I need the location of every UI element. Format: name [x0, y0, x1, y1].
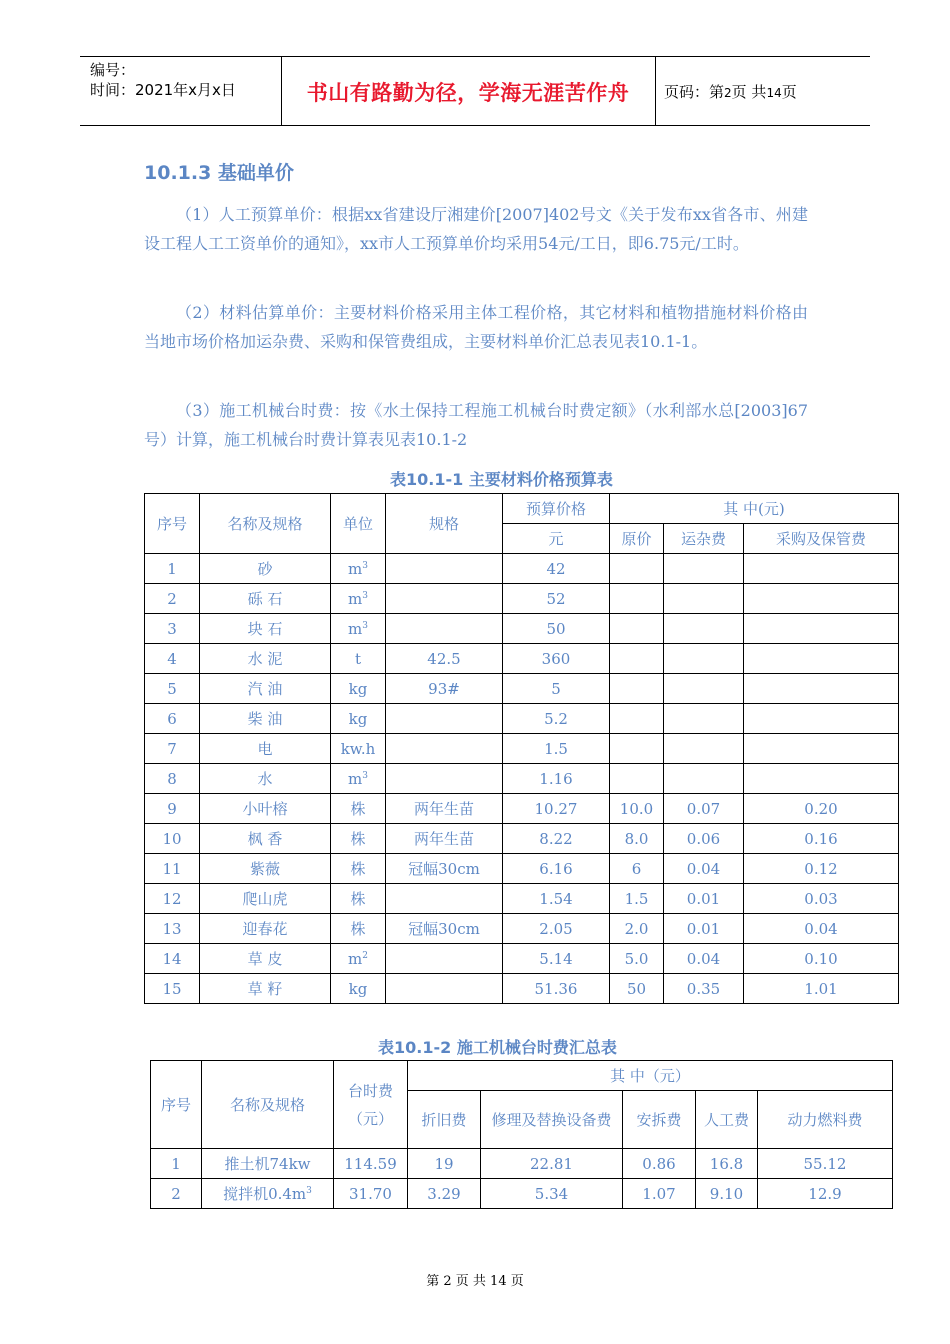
cell-unit: kg [331, 704, 386, 734]
cell-budget-price: 51.36 [503, 974, 610, 1004]
cell-freight: 0.04 [664, 854, 744, 884]
cell-unit: 株 [331, 824, 386, 854]
header-name: 名称及规格 [200, 494, 331, 554]
cell-name: 爬山虎 [200, 884, 331, 914]
header-meta [90, 60, 236, 100]
cell-budget-price: 10.27 [503, 794, 610, 824]
cell-freight [664, 674, 744, 704]
cell-fuel: 12.9 [758, 1179, 893, 1209]
cell-spec: 两年生苗 [386, 824, 503, 854]
cell-unit-superscript: 3 [362, 590, 368, 601]
cell-unit: kg [331, 974, 386, 1004]
cell-original-price [610, 584, 664, 614]
cell-original-price: 5.0 [610, 944, 664, 974]
cell-no: 10 [145, 824, 200, 854]
cell-freight [664, 584, 744, 614]
cell-spec [386, 554, 503, 584]
material-price-table [144, 493, 899, 1004]
cell-spec: 冠幅30cm [386, 854, 503, 884]
cell-spec: 93# [386, 674, 503, 704]
cell-unit: 株 [331, 794, 386, 824]
cell-freight [664, 704, 744, 734]
cell-unit: kg [331, 674, 386, 704]
cell-spec [386, 704, 503, 734]
cell-no: 6 [145, 704, 200, 734]
header-purchase-storage: 采购及保管费 [744, 524, 899, 554]
cell-budget-price: 1.16 [503, 764, 610, 794]
header-no: 序号 [151, 1061, 202, 1149]
cell-name: 草 皮 [200, 944, 331, 974]
cell-original-price [610, 704, 664, 734]
cell-spec [386, 944, 503, 974]
cell-spec: 两年生苗 [386, 794, 503, 824]
cell-freight: 0.35 [664, 974, 744, 1004]
cell-unit: $m^3$ [331, 554, 386, 584]
cell-original-price [610, 674, 664, 704]
cell-name: 柴 油 [200, 704, 331, 734]
cell-purchase-storage [744, 584, 899, 614]
cell-freight [664, 764, 744, 794]
cell-name: 紫薇 [200, 854, 331, 884]
cell-no: 5 [145, 674, 200, 704]
cell-budget-price: 6.16 [503, 854, 610, 884]
cell-fuel: 55.12 [758, 1149, 893, 1179]
header-hourly-fee [334, 1061, 408, 1149]
header-name: 名称及规格 [202, 1061, 334, 1149]
cell-unit: $m^3$ [331, 584, 386, 614]
cell-install: 1.07 [623, 1179, 696, 1209]
cell-purchase-storage: 0.03 [744, 884, 899, 914]
header-original-price: 原价 [610, 524, 664, 554]
header-repair: 修理及替换设备费 [481, 1091, 623, 1149]
header-hourly-fee-top: 台时费 [347, 1081, 393, 1100]
header-install: 安拆费 [623, 1091, 696, 1149]
cell-labor: 16.8 [696, 1149, 758, 1179]
header-of-which: 其 中（元） [408, 1061, 893, 1091]
header-budget-price: 预算价格 [503, 494, 610, 524]
header-page-info [664, 81, 797, 102]
header-fuel: 动力燃料费 [758, 1091, 893, 1149]
cell-purchase-storage [744, 614, 899, 644]
cell-freight: 0.07 [664, 794, 744, 824]
table-row [145, 734, 899, 764]
cell-name: 搅拌机$0.4m^3$ [202, 1179, 334, 1209]
machine-fee-table [150, 1060, 893, 1209]
cell-purchase-storage: 0.20 [744, 794, 899, 824]
cell-no: 4 [145, 644, 200, 674]
cell-purchase-storage: 1.01 [744, 974, 899, 1004]
cell-freight [664, 644, 744, 674]
table-row [145, 854, 899, 884]
cell-depreciation: 19 [408, 1149, 481, 1179]
table-row [145, 644, 899, 674]
cell-unit: t [331, 644, 386, 674]
cell-unit-superscript: 3 [362, 770, 368, 781]
page-prefix: 页码：第 [664, 83, 725, 101]
cell-no: 7 [145, 734, 200, 764]
cell-freight: 0.06 [664, 824, 744, 854]
cell-freight [664, 554, 744, 584]
cell-spec [386, 734, 503, 764]
cell-name: 块 石 [200, 614, 331, 644]
cell-purchase-storage [744, 554, 899, 584]
cell-original-price [610, 764, 664, 794]
cell-original-price: 8.0 [610, 824, 664, 854]
cell-freight: 0.01 [664, 884, 744, 914]
table-row [145, 674, 899, 704]
material-price-rows [145, 554, 899, 1004]
paragraph-material-price: （2）材料估算单价：主要材料价格采用主体工程价格，其它材料和植物措施材料价格由当地市场价格加运杂费、采购和保管费组成，主要材料单价汇总表见表10.1-1。 [144, 303, 808, 351]
cell-unit-superscript: 2 [362, 950, 368, 961]
cell-spec: 42.5 [386, 644, 503, 674]
paragraph-labor-price: （1）人工预算单价：根据xx省建设厅湘建价[2007]402号文《关于发布xx省各市、州建设工程人工工资单价的通知》，xx市人工预算单价均采用54元/工日，即6.75元/工时。 [144, 205, 808, 253]
cell-labor: 9.10 [696, 1179, 758, 1209]
header-budget-unit: 元 [503, 524, 610, 554]
cell-original-price [610, 644, 664, 674]
cell-spec: 冠幅30cm [386, 914, 503, 944]
cell-name: 砾 石 [200, 584, 331, 614]
cell-name: 汽 油 [200, 674, 331, 704]
header-labor: 人工费 [696, 1091, 758, 1149]
cell-original-price: 1.5 [610, 884, 664, 914]
page-footer: 第 2 页 共 14 页 [426, 1274, 524, 1289]
cell-no: 8 [145, 764, 200, 794]
cell-name: 水 [200, 764, 331, 794]
cell-no: 9 [145, 794, 200, 824]
header-no: 序号 [145, 494, 200, 554]
cell-spec [386, 884, 503, 914]
cell-unit: kw.h [331, 734, 386, 764]
cell-unit: 株 [331, 914, 386, 944]
header-hourly-fee-unit: （元） [347, 1109, 393, 1128]
table-row [145, 614, 899, 644]
cell-original-price [610, 614, 664, 644]
cell-budget-price: 5.14 [503, 944, 610, 974]
table-row [145, 974, 899, 1004]
table1-caption: 表10.1-1 主要材料价格预算表 [390, 470, 613, 489]
cell-no: 13 [145, 914, 200, 944]
cell-unit-superscript: 3 [362, 620, 368, 631]
table2-caption: 表10.1-2 施工机械台时费汇总表 [378, 1038, 617, 1057]
cell-name-superscript: 3 [306, 1186, 312, 1196]
page-mid: 页 共 [731, 83, 767, 101]
cell-original-price [610, 734, 664, 764]
cell-name: 推土机74kw [202, 1149, 334, 1179]
cell-budget-price: 1.5 [503, 734, 610, 764]
cell-spec [386, 764, 503, 794]
cell-name: 砂 [200, 554, 331, 584]
section-title: 10.1.3 基础单价 [144, 162, 294, 184]
table-row [145, 794, 899, 824]
cell-purchase-storage [744, 674, 899, 704]
cell-freight: 0.01 [664, 914, 744, 944]
cell-original-price: 6 [610, 854, 664, 884]
cell-repair: 5.34 [481, 1179, 623, 1209]
cell-unit: $m^3$ [331, 614, 386, 644]
cell-freight [664, 734, 744, 764]
cell-unit: 株 [331, 854, 386, 884]
cell-name: 小叶榕 [200, 794, 331, 824]
cell-budget-price: 5 [503, 674, 610, 704]
cell-unit-superscript: 3 [362, 560, 368, 571]
cell-spec [386, 974, 503, 1004]
cell-spec [386, 614, 503, 644]
cell-unit: $m^2$ [331, 944, 386, 974]
cell-budget-price: 2.05 [503, 914, 610, 944]
cell-no: 2 [145, 584, 200, 614]
cell-budget-price: 360 [503, 644, 610, 674]
cell-original-price [610, 554, 664, 584]
header-spec: 规格 [386, 494, 503, 554]
document-time-label: 时间：2021年x月x日 [90, 81, 236, 99]
cell-repair: 22.81 [481, 1149, 623, 1179]
cell-depreciation: 3.29 [408, 1179, 481, 1209]
cell-hourly-fee: 114.59 [334, 1149, 408, 1179]
page-suffix: 页 [781, 83, 797, 101]
table-row [145, 884, 899, 914]
cell-name: 电 [200, 734, 331, 764]
table-row [145, 944, 899, 974]
cell-no: 14 [145, 944, 200, 974]
header-freight: 运杂费 [664, 524, 744, 554]
table-row [145, 824, 899, 854]
cell-no: 1 [145, 554, 200, 584]
header-motto: 书山有路勤为径，学海无涯苦作舟 [306, 81, 630, 105]
table-row [151, 1149, 893, 1179]
page-total: 14 [766, 86, 782, 100]
cell-no: 12 [145, 884, 200, 914]
cell-budget-price: 42 [503, 554, 610, 584]
cell-purchase-storage [744, 764, 899, 794]
cell-no: 11 [145, 854, 200, 884]
cell-no: 1 [151, 1149, 202, 1179]
cell-purchase-storage: 0.04 [744, 914, 899, 944]
header-divider-right [655, 57, 656, 125]
header-depreciation: 折旧费 [408, 1091, 481, 1149]
cell-unit: $m^3$ [331, 764, 386, 794]
cell-freight: 0.04 [664, 944, 744, 974]
table-row [145, 554, 899, 584]
cell-purchase-storage [744, 704, 899, 734]
cell-budget-price: 5.2 [503, 704, 610, 734]
cell-purchase-storage: 0.10 [744, 944, 899, 974]
cell-budget-price: 8.22 [503, 824, 610, 854]
cell-freight [664, 614, 744, 644]
cell-name: 水 泥 [200, 644, 331, 674]
cell-budget-price: 1.54 [503, 884, 610, 914]
table-row [145, 764, 899, 794]
page-header [80, 56, 870, 126]
cell-unit: 株 [331, 884, 386, 914]
page-number: 2 [724, 86, 732, 100]
cell-original-price: 2.0 [610, 914, 664, 944]
cell-spec [386, 584, 503, 614]
cell-no: 3 [145, 614, 200, 644]
cell-install: 0.86 [623, 1149, 696, 1179]
header-of-which: 其 中(元) [610, 494, 899, 524]
cell-name: 迎春花 [200, 914, 331, 944]
cell-original-price: 50 [610, 974, 664, 1004]
cell-name: 草 籽 [200, 974, 331, 1004]
cell-budget-price: 50 [503, 614, 610, 644]
document-number-label: 编号： [90, 61, 136, 79]
paragraph-machine-fee: （3）施工机械台时费：按《水土保持工程施工机械台时费定额》（水利部水总[2003]67号）计算，施工机械台时费计算表见表10.1-2 [144, 401, 808, 449]
header-unit: 单位 [331, 494, 386, 554]
cell-purchase-storage [744, 644, 899, 674]
cell-original-price: 10.0 [610, 794, 664, 824]
cell-no: 2 [151, 1179, 202, 1209]
cell-name: 枫 香 [200, 824, 331, 854]
table-row [145, 914, 899, 944]
cell-purchase-storage: 0.12 [744, 854, 899, 884]
cell-hourly-fee: 31.70 [334, 1179, 408, 1209]
machine-fee-rows [151, 1149, 893, 1209]
table-row [145, 584, 899, 614]
cell-purchase-storage: 0.16 [744, 824, 899, 854]
table-row [145, 704, 899, 734]
cell-budget-price: 52 [503, 584, 610, 614]
cell-no: 15 [145, 974, 200, 1004]
table-row [151, 1179, 893, 1209]
cell-purchase-storage [744, 734, 899, 764]
